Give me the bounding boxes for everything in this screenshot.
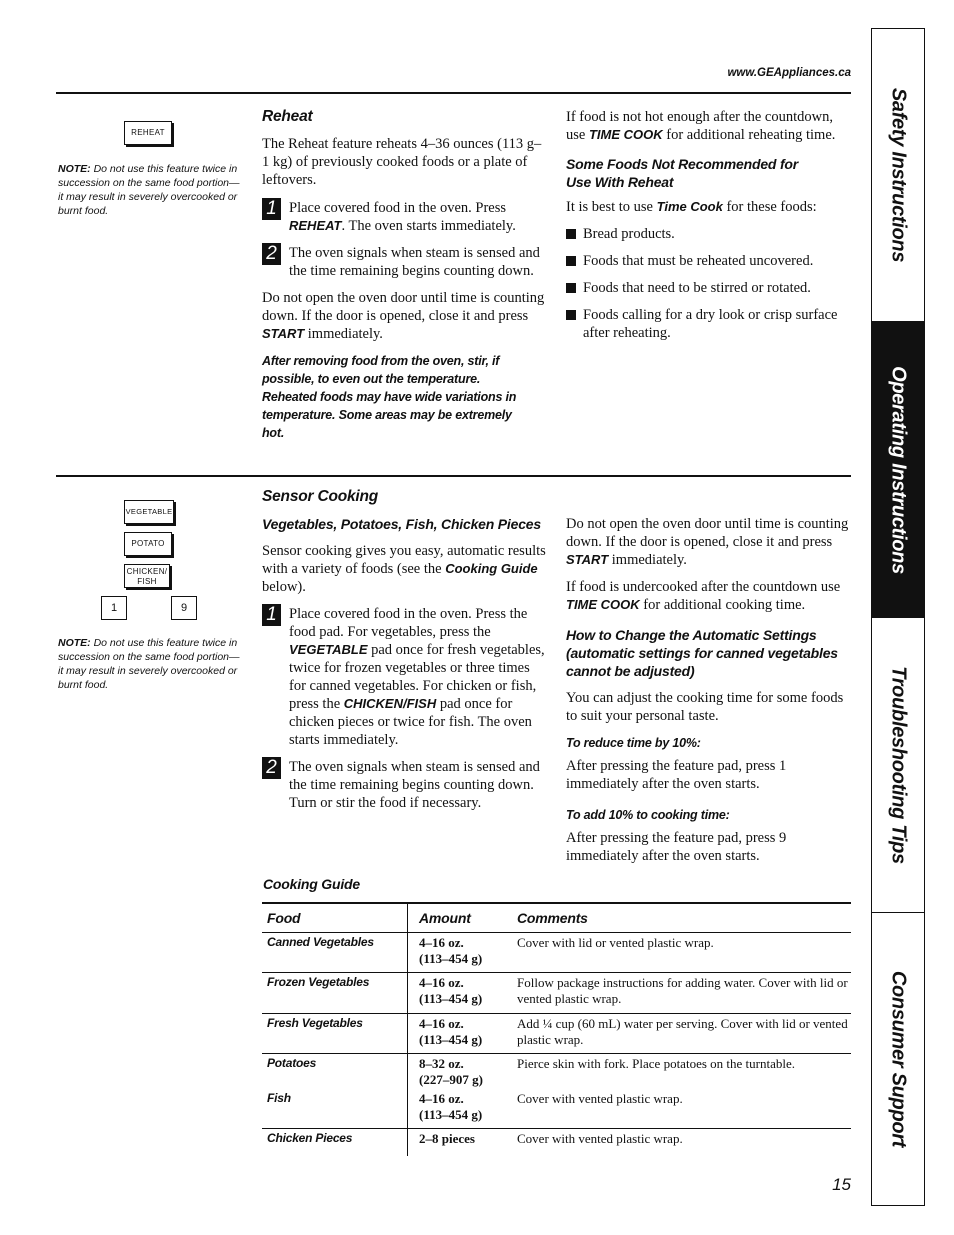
bullet-square [566, 229, 576, 239]
tab-consumer-support[interactable] [871, 912, 925, 1206]
bullet-square [566, 283, 576, 293]
cell-food: Fish [262, 1089, 408, 1129]
cell-comments: Cover with vented plastic wrap. [517, 1131, 683, 1146]
table-row [262, 933, 851, 973]
reheat-door-text: Do not open the oven door until time is counting down. If the door is opened, close it and press START immediately. [262, 290, 545, 342]
step-number-2: 2 [262, 243, 281, 265]
bullet-item: Bread products. [566, 225, 848, 243]
number-key-9: 9 [171, 596, 197, 620]
sensor-step-2 [262, 758, 550, 812]
sensor-undercooked-text: If food is undercooked after the countdown use TIME COOK for additional cooking time. [566, 579, 841, 613]
sensor-column-left [262, 488, 550, 812]
cell-food: Frozen Vegetables [262, 973, 408, 1014]
chicken-fish-pad: CHICKEN/ FISH [124, 564, 170, 588]
change-settings-intro: You can adjust the cooking time for some foods to suit your personal taste. [566, 690, 844, 724]
change-settings-title: How to Change the Automatic Settings (automatic settings for canned vegetables cannot be adjusted) [566, 627, 838, 679]
not-recommended-intro: It is best to use Time Cook for these foods: [566, 199, 817, 215]
header-food: Food [262, 904, 408, 933]
bullet-item: Foods that must be reheated uncovered. [566, 252, 848, 270]
cell-amount: 4–16 oz. (113–454 g) [419, 935, 483, 966]
cell-comments: Add ¼ cup (60 mL) water per serving. Cover with lid or vented plastic wrap. [517, 1016, 848, 1047]
step-text: Place covered food in the oven. Press REHEAT. The oven starts immediately. [289, 200, 516, 234]
page-number: 15 [832, 1175, 851, 1194]
tab-safety-instructions[interactable] [871, 28, 925, 322]
potato-pad: POTATO [124, 532, 172, 556]
table-row [262, 973, 851, 1014]
cell-amount: 4–16 oz. (113–454 g) [419, 1016, 483, 1047]
add-time-title: To add 10% to cooking time: [566, 808, 730, 822]
reheat-step-2 [262, 244, 547, 280]
add-time-text: After pressing the feature pad, press 9 immediately after the oven starts. [566, 830, 787, 864]
step-text: The oven signals when steam is sensed and the time remaining begins counting down. Turn or stir the food if necessary. [289, 759, 540, 811]
cooking-guide-grid [262, 904, 851, 1156]
reduce-time-title: To reduce time by 10%: [566, 736, 701, 750]
cooking-guide-title: Cooking Guide [263, 876, 360, 892]
table-row [262, 1054, 851, 1089]
cell-amount: 8–32 oz. (227–907 g) [419, 1056, 483, 1087]
sensor-door-text: Do not open the oven door until time is counting down. If the door is opened, close it and press START immediately. [566, 516, 849, 568]
website-url[interactable]: www.GEAppliances.ca [727, 67, 851, 79]
bullet-square [566, 310, 576, 320]
tab-operating-instructions[interactable] [871, 322, 925, 618]
bullet-square [566, 256, 576, 266]
table-row [262, 1129, 851, 1156]
header-comments: Comments [517, 909, 588, 926]
not-recommended-title: Some Foods Not Recommended for Use With Reheat [566, 156, 799, 190]
reheat-intro: The Reheat feature reheats 4–36 ounces (113 g–1 kg) of previously cooked foods or a plate of leftovers. [262, 136, 542, 188]
cell-comments: Cover with lid or vented plastic wrap. [517, 935, 714, 950]
reheat-warning: After removing food from the oven, stir, if possible, to even out the temperature. Reheated foods may have wide variations in temperature. Some areas may be extremely hot. [262, 354, 517, 440]
reheat-title: Reheat [262, 108, 313, 125]
step-text: Place covered food in the oven. Press the food pad. For vegetables, press the VEGETABLE pad once for fresh vegetables, twice for frozen vegetables or three times for canned vegetables. For chicken or fish, press the CHICKEN/FISH pad once for chicken pieces or twice for fish. The oven starts immediately. [289, 606, 545, 748]
header-amount: Amount [419, 909, 471, 926]
step-text: The oven signals when steam is sensed and the time remaining begins counting down. [289, 245, 540, 279]
cell-amount: 4–16 oz. (113–454 g) [419, 975, 483, 1006]
number-key-1: 1 [101, 596, 127, 620]
reheat-not-hot-text: If food is not hot enough after the countdown, use TIME COOK for additional reheating time. [566, 109, 836, 143]
reheat-column-right [566, 108, 848, 342]
table-header-row [262, 904, 851, 933]
sensor-intro: Sensor cooking gives you easy, automatic results with a variety of foods (see the Cooking Guide below). [262, 543, 546, 595]
reheat-step-1 [262, 199, 547, 235]
tab-label: Safety Instructions [887, 87, 910, 263]
sensor-column-right [566, 515, 851, 865]
tab-label: Operating Instructions [887, 366, 910, 574]
step-number-1: 1 [262, 198, 281, 220]
reheat-pad: REHEAT [124, 121, 172, 145]
sensor-title: Sensor Cooking [262, 488, 379, 505]
table-row [262, 1089, 851, 1129]
cell-food: Canned Vegetables [262, 933, 408, 973]
cooking-guide-table [262, 902, 851, 1156]
bullet-item: Foods calling for a dry look or crisp surface after reheating. [566, 306, 848, 342]
top-rule [56, 92, 851, 94]
cell-comments: Cover with vented plastic wrap. [517, 1090, 683, 1106]
tab-label: Troubleshooting Tips [887, 666, 910, 864]
sensor-step-1 [262, 605, 550, 749]
cell-food: Fresh Vegetables [262, 1014, 408, 1054]
reduce-time-text: After pressing the feature pad, press 1 immediately after the oven starts. [566, 758, 787, 792]
cell-amount: 2–8 pieces [419, 1131, 475, 1146]
tab-label: Consumer Support [887, 970, 910, 1148]
section-rule [56, 475, 851, 477]
cell-food: Chicken Pieces [262, 1129, 408, 1156]
vegetable-pad: VEGETABLE [124, 500, 174, 524]
sensor-subtitle: Vegetables, Potatoes, Fish, Chicken Pieces [262, 516, 541, 532]
table-row [262, 1014, 851, 1054]
reheat-note: NOTE: Do not use this feature twice in succession on the same food portion—it may result in severely overcooked or burnt food. [58, 163, 240, 217]
step-number-2: 2 [262, 757, 281, 779]
step-number-1: 1 [262, 604, 281, 626]
sensor-note: NOTE: Do not use this feature twice in succession on the same food portion—it may result in severely overcooked or burnt food. [58, 637, 240, 691]
tab-troubleshooting-tips[interactable] [871, 618, 925, 913]
cell-comments: Pierce skin with fork. Place potatoes on the turntable. [517, 1056, 795, 1071]
reheat-column-left [262, 108, 547, 442]
cell-food: Potatoes [262, 1054, 408, 1089]
bullet-item: Foods that need to be stirred or rotated. [566, 279, 848, 297]
cell-amount: 4–16 oz. (113–454 g) [419, 1090, 483, 1122]
cell-comments: Follow package instructions for adding water. Cover with lid or vented plastic wrap. [517, 975, 848, 1006]
